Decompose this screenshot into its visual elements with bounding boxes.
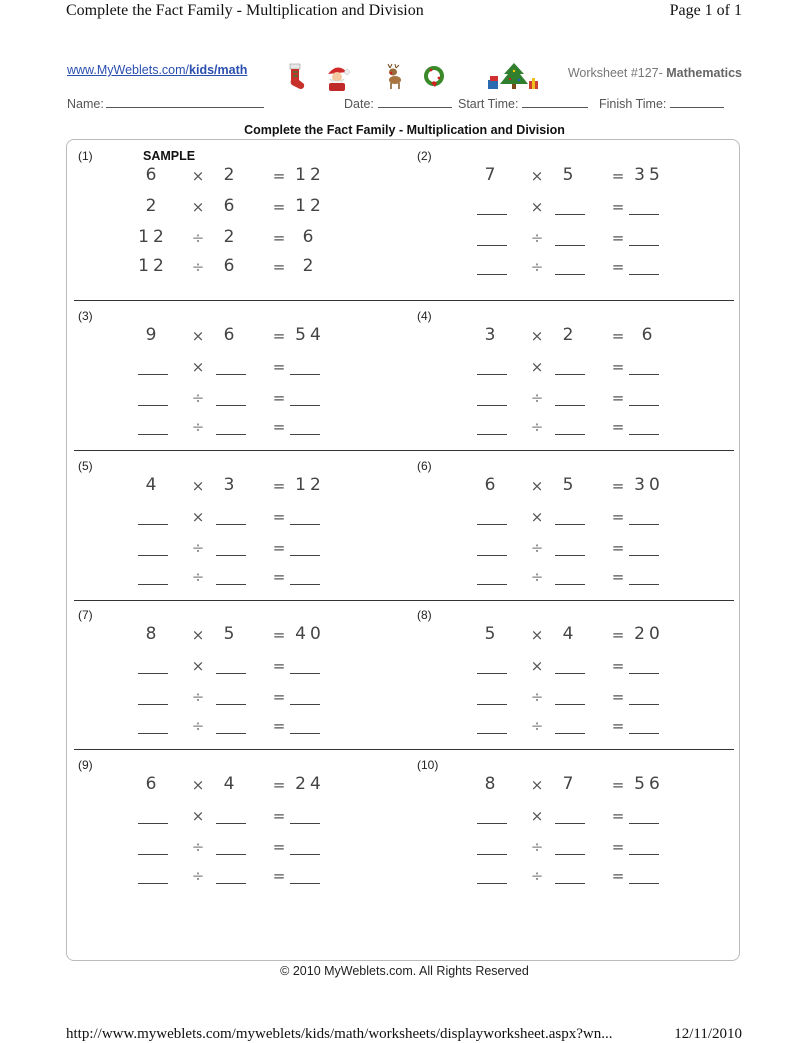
- answer-blank-c[interactable]: [290, 673, 320, 674]
- answer-blank-c[interactable]: [290, 854, 320, 855]
- page-indicator: Page 1 of 1: [669, 2, 742, 19]
- operand-a: 12: [138, 227, 168, 247]
- equals-sign: =: [611, 508, 625, 526]
- answer-blank-a[interactable]: [477, 823, 507, 824]
- fact-family-problem: [405, 752, 740, 900]
- multiply-sign: ×: [530, 327, 544, 345]
- operand-a: 6: [145, 774, 161, 794]
- answer-blank-c[interactable]: [290, 883, 320, 884]
- problem-number: (7): [78, 608, 93, 622]
- operand-b: 5: [562, 165, 578, 185]
- blank-equation[interactable]: [405, 715, 740, 737]
- operand-b: 5: [223, 624, 239, 644]
- result: 6: [302, 227, 318, 247]
- answer-blank-b[interactable]: [216, 405, 246, 406]
- santa-icon: [320, 62, 354, 92]
- multiply-sign: ×: [530, 477, 544, 495]
- given-equation: [405, 475, 740, 497]
- result: 12: [295, 196, 325, 216]
- sample-equation: [66, 256, 401, 278]
- answer-blank-b[interactable]: [216, 524, 246, 525]
- answer-blank-a[interactable]: [477, 854, 507, 855]
- blank-equation[interactable]: [405, 686, 740, 708]
- operand-a: 5: [484, 624, 500, 644]
- multiply-sign: ×: [191, 477, 205, 495]
- answer-blank-c[interactable]: [290, 434, 320, 435]
- answer-blank-b[interactable]: [216, 555, 246, 556]
- equals-sign: =: [611, 688, 625, 706]
- start-time-blank[interactable]: [522, 95, 588, 108]
- divide-sign: ÷: [530, 389, 544, 407]
- row-divider: [74, 749, 734, 750]
- answer-blank-c[interactable]: [629, 274, 659, 275]
- divide-sign: ÷: [191, 688, 205, 706]
- blank-equation[interactable]: [405, 387, 740, 409]
- answer-blank-a[interactable]: [477, 214, 507, 215]
- multiply-sign: ×: [530, 657, 544, 675]
- browser-page-title: Complete the Fact Family - Multiplication and Division: [66, 2, 424, 19]
- row-divider: [74, 600, 734, 601]
- answer-blank-b[interactable]: [216, 673, 246, 674]
- divide-sign: ÷: [191, 838, 205, 856]
- operand-b: 4: [223, 774, 239, 794]
- equals-sign: =: [611, 418, 625, 436]
- answer-blank-b[interactable]: [555, 704, 585, 705]
- operand-b: 2: [223, 165, 239, 185]
- equals-sign: =: [611, 626, 625, 644]
- answer-blank-a[interactable]: [477, 584, 507, 585]
- answer-blank-a[interactable]: [138, 854, 168, 855]
- divide-sign: ÷: [530, 717, 544, 735]
- blank-equation[interactable]: [405, 836, 740, 858]
- multiply-sign: ×: [530, 626, 544, 644]
- site-link-prefix: www.MyWeblets.com/: [67, 63, 190, 77]
- multiply-sign: ×: [530, 358, 544, 376]
- blank-equation[interactable]: [66, 655, 401, 677]
- operand-a: 3: [484, 325, 500, 345]
- fact-family-problem: [66, 303, 401, 451]
- given-equation: [66, 624, 401, 646]
- result: 30: [634, 475, 664, 495]
- answer-blank-c[interactable]: [629, 673, 659, 674]
- answer-blank-a[interactable]: [477, 374, 507, 375]
- divide-sign: ÷: [530, 568, 544, 586]
- answer-blank-c[interactable]: [290, 823, 320, 824]
- equals-sign: =: [272, 776, 286, 794]
- answer-blank-b[interactable]: [555, 405, 585, 406]
- answer-blank-a[interactable]: [477, 673, 507, 674]
- divide-sign: ÷: [530, 867, 544, 885]
- given-equation: [405, 325, 740, 347]
- equals-sign: =: [272, 838, 286, 856]
- equals-sign: =: [611, 838, 625, 856]
- divide-sign: ÷: [191, 568, 205, 586]
- equals-sign: =: [611, 258, 625, 276]
- answer-blank-c[interactable]: [290, 405, 320, 406]
- multiply-sign: ×: [530, 198, 544, 216]
- blank-equation[interactable]: [405, 506, 740, 528]
- answer-blank-c[interactable]: [290, 584, 320, 585]
- blank-equation[interactable]: [405, 416, 740, 438]
- operand-b: 7: [562, 774, 578, 794]
- worksheet-id: [568, 66, 742, 80]
- blank-equation[interactable]: [66, 356, 401, 378]
- operand-a: 7: [484, 165, 500, 185]
- answer-blank-c[interactable]: [629, 854, 659, 855]
- operand-a: 12: [138, 256, 168, 276]
- answer-blank-a[interactable]: [477, 524, 507, 525]
- operand-b: 3: [223, 475, 239, 495]
- name-blank[interactable]: [106, 95, 264, 108]
- blank-equation[interactable]: [66, 715, 401, 737]
- fact-family-problem: [66, 143, 401, 291]
- operand-a: 8: [145, 624, 161, 644]
- copyright: © 2010 MyWeblets.com. All Rights Reserved: [280, 964, 529, 978]
- answer-blank-c[interactable]: [290, 524, 320, 525]
- divide-sign: ÷: [191, 229, 205, 247]
- answer-blank-b[interactable]: [216, 883, 246, 884]
- finish-time-blank[interactable]: [670, 95, 724, 108]
- operand-a: 9: [145, 325, 161, 345]
- equals-sign: =: [272, 229, 286, 247]
- equals-sign: =: [611, 167, 625, 185]
- blank-equation[interactable]: [66, 805, 401, 827]
- multiply-sign: ×: [530, 508, 544, 526]
- operand-b: 2: [223, 227, 239, 247]
- equals-sign: =: [272, 688, 286, 706]
- divide-sign: ÷: [530, 418, 544, 436]
- operand-b: 4: [562, 624, 578, 644]
- operand-a: 4: [145, 475, 161, 495]
- divide-sign: ÷: [191, 539, 205, 557]
- multiply-sign: ×: [191, 776, 205, 794]
- problem-number: (10): [417, 758, 439, 772]
- multiply-sign: ×: [191, 327, 205, 345]
- answer-blank-b[interactable]: [555, 883, 585, 884]
- answer-blank-c[interactable]: [290, 555, 320, 556]
- finish-time-label: Finish Time:: [599, 97, 667, 111]
- equals-sign: =: [611, 807, 625, 825]
- sample-label: SAMPLE: [143, 149, 196, 163]
- fact-family-problem: [405, 602, 740, 750]
- equals-sign: =: [272, 508, 286, 526]
- answer-blank-c[interactable]: [629, 434, 659, 435]
- divide-sign: ÷: [530, 229, 544, 247]
- answer-blank-b[interactable]: [555, 245, 585, 246]
- equals-sign: =: [611, 717, 625, 735]
- answer-blank-b[interactable]: [555, 274, 585, 275]
- fact-family-problem: [405, 303, 740, 451]
- equals-sign: =: [611, 776, 625, 794]
- answer-blank-a[interactable]: [138, 524, 168, 525]
- answer-blank-b[interactable]: [555, 434, 585, 435]
- given-equation: [66, 475, 401, 497]
- equals-sign: =: [272, 167, 286, 185]
- blank-equation[interactable]: [66, 865, 401, 887]
- row-divider: [74, 450, 734, 451]
- blank-equation[interactable]: [405, 566, 740, 588]
- multiply-sign: ×: [191, 167, 205, 185]
- answer-blank-a[interactable]: [138, 374, 168, 375]
- result: 2: [302, 256, 318, 276]
- operand-b: 2: [562, 325, 578, 345]
- answer-blank-c[interactable]: [629, 524, 659, 525]
- given-equation: [405, 624, 740, 646]
- blank-equation[interactable]: [66, 686, 401, 708]
- answer-blank-a[interactable]: [138, 673, 168, 674]
- row-divider: [74, 300, 734, 301]
- problem-number: (3): [78, 309, 93, 323]
- result: 54: [295, 325, 325, 345]
- result: 56: [634, 774, 664, 794]
- answer-blank-c[interactable]: [629, 733, 659, 734]
- answer-blank-a[interactable]: [138, 883, 168, 884]
- equals-sign: =: [272, 198, 286, 216]
- answer-blank-b[interactable]: [216, 434, 246, 435]
- given-equation: [405, 774, 740, 796]
- answer-blank-a[interactable]: [477, 245, 507, 246]
- fact-family-problem: [66, 752, 401, 900]
- operand-a: 2: [145, 196, 161, 216]
- answer-blank-c[interactable]: [629, 214, 659, 215]
- answer-blank-c[interactable]: [629, 405, 659, 406]
- blank-equation[interactable]: [405, 196, 740, 218]
- answer-blank-b[interactable]: [216, 704, 246, 705]
- result: 40: [295, 624, 325, 644]
- date-label: Date:: [344, 97, 374, 111]
- answer-blank-c[interactable]: [629, 584, 659, 585]
- answer-blank-b[interactable]: [555, 524, 585, 525]
- multiply-sign: ×: [191, 807, 205, 825]
- operand-a: 6: [145, 165, 161, 185]
- given-equation: [405, 165, 740, 187]
- christmas-tree-icon: [486, 62, 542, 92]
- answer-blank-a[interactable]: [138, 823, 168, 824]
- sample-equation: [66, 227, 401, 249]
- equals-sign: =: [611, 568, 625, 586]
- divide-sign: ÷: [191, 717, 205, 735]
- answer-blank-a[interactable]: [477, 274, 507, 275]
- date-blank[interactable]: [378, 95, 452, 108]
- answer-blank-a[interactable]: [138, 405, 168, 406]
- equals-sign: =: [272, 717, 286, 735]
- answer-blank-b[interactable]: [555, 673, 585, 674]
- equals-sign: =: [272, 477, 286, 495]
- equals-sign: =: [611, 477, 625, 495]
- blank-equation[interactable]: [66, 416, 401, 438]
- sample-equation: [66, 196, 401, 218]
- problem-number: (5): [78, 459, 93, 473]
- wreath-icon: [422, 62, 446, 92]
- given-equation: [66, 325, 401, 347]
- equals-sign: =: [611, 539, 625, 557]
- blank-equation[interactable]: [66, 537, 401, 559]
- answer-blank-a[interactable]: [138, 584, 168, 585]
- answer-blank-b[interactable]: [216, 584, 246, 585]
- equals-sign: =: [611, 867, 625, 885]
- blank-equation[interactable]: [405, 356, 740, 378]
- worksheet-subject: Mathematics: [666, 66, 742, 80]
- answer-blank-c[interactable]: [629, 704, 659, 705]
- worksheet-number: Worksheet #127-: [567, 66, 667, 80]
- start-time-field[interactable]: [458, 95, 588, 111]
- answer-blank-a[interactable]: [138, 704, 168, 705]
- answer-blank-c[interactable]: [629, 245, 659, 246]
- answer-blank-a[interactable]: [477, 704, 507, 705]
- worksheet-title: Complete the Fact Family - Multiplication and Division: [244, 123, 565, 137]
- answer-blank-b[interactable]: [555, 374, 585, 375]
- equals-sign: =: [611, 657, 625, 675]
- blank-equation[interactable]: [405, 256, 740, 278]
- multiply-sign: ×: [191, 358, 205, 376]
- given-equation: [66, 165, 401, 187]
- result: 12: [295, 475, 325, 495]
- answer-blank-c[interactable]: [629, 883, 659, 884]
- fact-family-problem: [66, 602, 401, 750]
- operand-b: 6: [223, 325, 239, 345]
- operand-b: 5: [562, 475, 578, 495]
- operand-b: 6: [223, 196, 239, 216]
- multiply-sign: ×: [191, 508, 205, 526]
- answer-blank-b[interactable]: [216, 854, 246, 855]
- divide-sign: ÷: [191, 258, 205, 276]
- blank-equation[interactable]: [405, 805, 740, 827]
- answer-blank-b[interactable]: [555, 823, 585, 824]
- answer-blank-a[interactable]: [138, 733, 168, 734]
- equals-sign: =: [611, 327, 625, 345]
- result: 35: [634, 165, 664, 185]
- divide-sign: ÷: [530, 688, 544, 706]
- equals-sign: =: [272, 867, 286, 885]
- blank-equation[interactable]: [405, 865, 740, 887]
- blank-equation[interactable]: [405, 655, 740, 677]
- name-label: Name:: [67, 97, 104, 111]
- site-link-path: kids/math: [189, 63, 248, 77]
- divide-sign: ÷: [191, 389, 205, 407]
- multiply-sign: ×: [530, 807, 544, 825]
- equals-sign: =: [272, 807, 286, 825]
- answer-blank-c[interactable]: [290, 733, 320, 734]
- answer-blank-b[interactable]: [216, 733, 246, 734]
- answer-blank-c[interactable]: [629, 555, 659, 556]
- answer-blank-b[interactable]: [555, 555, 585, 556]
- result: 24: [295, 774, 325, 794]
- finish-time-field[interactable]: [599, 95, 724, 111]
- multiply-sign: ×: [191, 626, 205, 644]
- blank-equation[interactable]: [66, 566, 401, 588]
- equals-sign: =: [272, 418, 286, 436]
- problem-number: (2): [417, 149, 432, 163]
- result: 20: [634, 624, 664, 644]
- equals-sign: =: [611, 358, 625, 376]
- multiply-sign: ×: [191, 657, 205, 675]
- answer-blank-b[interactable]: [216, 374, 246, 375]
- equals-sign: =: [272, 358, 286, 376]
- answer-blank-b[interactable]: [216, 823, 246, 824]
- problem-number: (1): [78, 149, 93, 163]
- divide-sign: ÷: [191, 867, 205, 885]
- stocking-icon: [286, 62, 306, 92]
- divide-sign: ÷: [530, 838, 544, 856]
- answer-blank-a[interactable]: [477, 434, 507, 435]
- reindeer-icon: [384, 62, 404, 92]
- date-field[interactable]: [344, 95, 452, 111]
- multiply-sign: ×: [530, 167, 544, 185]
- operand-a: 6: [484, 475, 500, 495]
- result: 12: [295, 165, 325, 185]
- answer-blank-a[interactable]: [138, 555, 168, 556]
- operand-b: 6: [223, 256, 239, 276]
- divide-sign: ÷: [530, 258, 544, 276]
- answer-blank-c[interactable]: [290, 374, 320, 375]
- blank-equation[interactable]: [66, 506, 401, 528]
- equals-sign: =: [611, 229, 625, 247]
- blank-equation[interactable]: [66, 387, 401, 409]
- answer-blank-b[interactable]: [555, 854, 585, 855]
- result: 6: [641, 325, 657, 345]
- fact-family-problem: [405, 143, 740, 291]
- answer-blank-a[interactable]: [477, 405, 507, 406]
- answer-blank-c[interactable]: [629, 374, 659, 375]
- site-link[interactable]: [67, 63, 247, 77]
- equals-sign: =: [272, 539, 286, 557]
- multiply-sign: ×: [530, 776, 544, 794]
- equals-sign: =: [611, 198, 625, 216]
- divide-sign: ÷: [191, 418, 205, 436]
- fact-family-problem: [66, 453, 401, 601]
- equals-sign: =: [272, 657, 286, 675]
- name-field[interactable]: [67, 95, 264, 111]
- answer-blank-a[interactable]: [477, 555, 507, 556]
- given-equation: [66, 774, 401, 796]
- blank-equation[interactable]: [405, 537, 740, 559]
- operand-a: 8: [484, 774, 500, 794]
- answer-blank-a[interactable]: [138, 434, 168, 435]
- problem-number: (4): [417, 309, 432, 323]
- problem-number: (9): [78, 758, 93, 772]
- page-url: http://www.myweblets.com/myweblets/kids/math/worksheets/displayworksheet.aspx?wn...: [66, 1026, 613, 1042]
- answer-blank-b[interactable]: [555, 584, 585, 585]
- equals-sign: =: [272, 389, 286, 407]
- answer-blank-c[interactable]: [629, 823, 659, 824]
- blank-equation[interactable]: [66, 836, 401, 858]
- answer-blank-b[interactable]: [555, 214, 585, 215]
- equals-sign: =: [272, 327, 286, 345]
- start-time-label: Start Time:: [458, 97, 519, 111]
- fact-family-problem: [405, 453, 740, 601]
- equals-sign: =: [611, 389, 625, 407]
- answer-blank-a[interactable]: [477, 733, 507, 734]
- problem-number: (8): [417, 608, 432, 622]
- multiply-sign: ×: [191, 198, 205, 216]
- blank-equation[interactable]: [405, 227, 740, 249]
- answer-blank-b[interactable]: [555, 733, 585, 734]
- answer-blank-c[interactable]: [290, 704, 320, 705]
- answer-blank-a[interactable]: [477, 883, 507, 884]
- problem-number: (6): [417, 459, 432, 473]
- divide-sign: ÷: [530, 539, 544, 557]
- equals-sign: =: [272, 626, 286, 644]
- equals-sign: =: [272, 568, 286, 586]
- equals-sign: =: [272, 258, 286, 276]
- print-date: 12/11/2010: [674, 1026, 742, 1042]
